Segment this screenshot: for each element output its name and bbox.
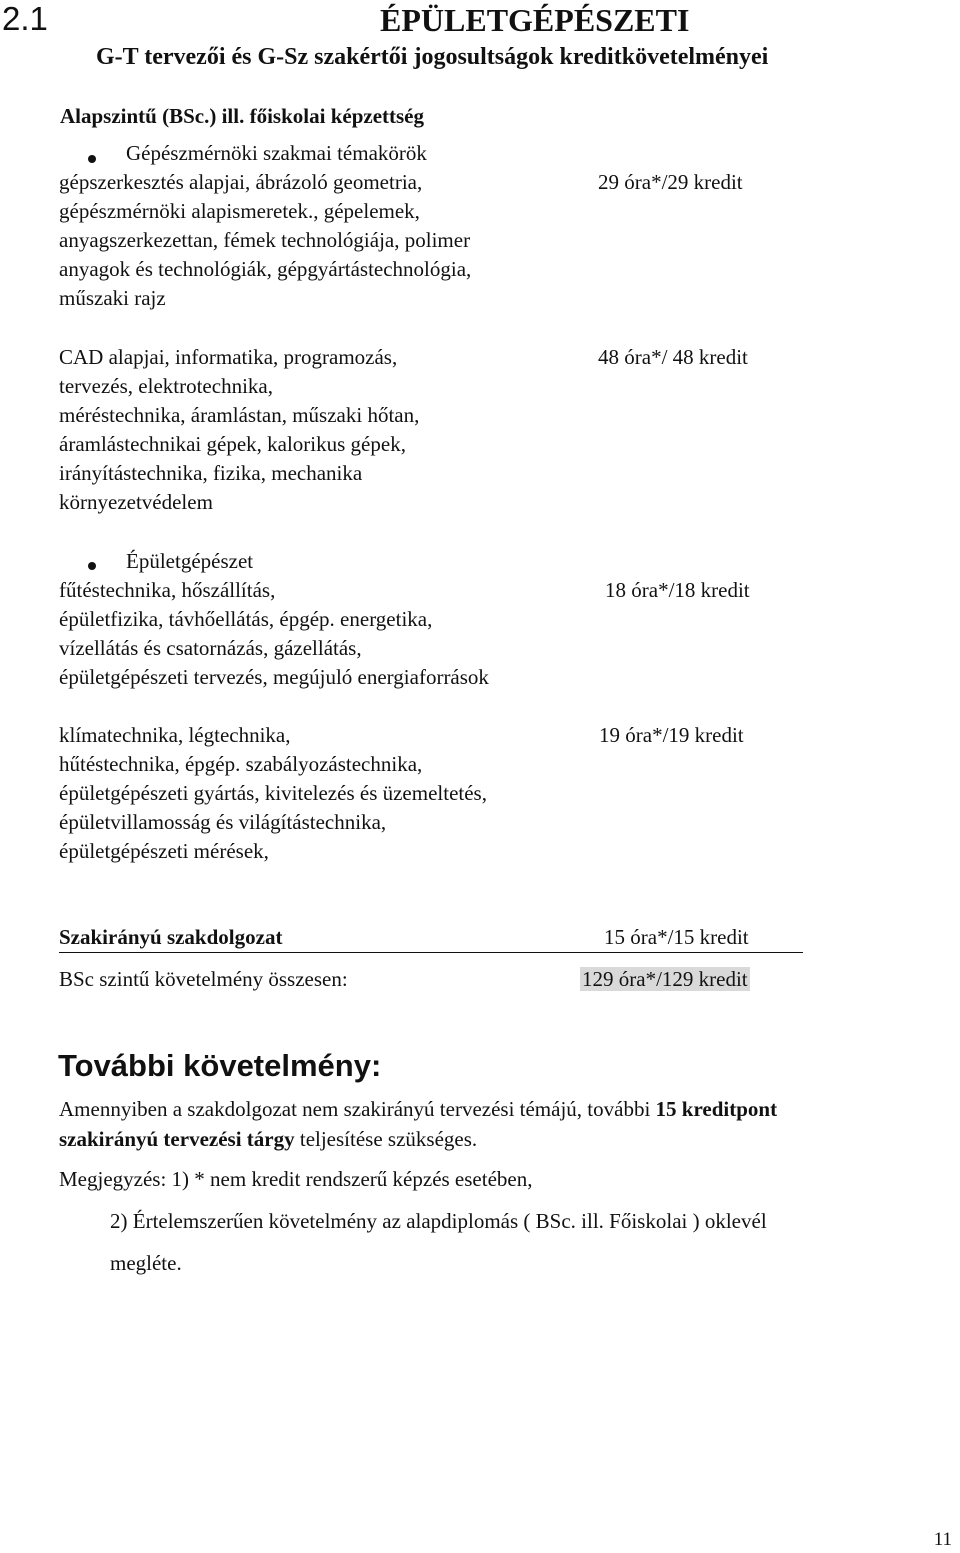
group-title-mechanical: Gépészmérnöki szakmai témakörök	[126, 141, 427, 165]
note-line-1: Megjegyzés: 1) * nem kredit rendszerű képzés esetében,	[59, 1167, 533, 1191]
further-text: teljesítése szükséges.	[294, 1127, 478, 1151]
further-paragraph	[59, 1094, 777, 1154]
note-line-2: 2) Értelemszerűen követelmény az alapdiplomás ( BSc. ill. Főiskolai ) oklevél	[110, 1209, 767, 1233]
block-line: CAD alapjai, informatika, programozás,	[59, 345, 398, 369]
total-label: BSc szintű követelmény összesen:	[59, 967, 348, 991]
further-bold: 15 kreditpont	[655, 1097, 778, 1121]
block-line: hűtéstechnika, épgép. szabályozástechnika,	[59, 752, 423, 776]
further-bold: szakirányú tervezési tárgy	[59, 1127, 295, 1151]
further-text: Amennyiben a szakdolgozat nem szakirányú tervezési témájú, további	[59, 1097, 656, 1121]
total-credit-value: 129 óra*/129 kredit	[582, 967, 748, 991]
block-line: épületgépészeti gyártás, kivitelezés és üzemeltetés,	[59, 781, 487, 805]
section-number: 2.1	[2, 0, 48, 37]
block-line: anyagszerkezettan, fémek technológiája, polimer	[59, 228, 471, 252]
thesis-credit: 15 óra*/15 kredit	[604, 925, 749, 949]
block-line: épületgépészeti mérések,	[59, 839, 269, 863]
level-heading: Alapszintű (BSc.) ill. főiskolai képzettség	[60, 104, 425, 128]
further-line-1	[59, 1094, 777, 1124]
page-subtitle: G-T tervezői és G-Sz szakértői jogosultságok kreditkövetelményei	[96, 44, 769, 70]
block-line: épületgépészeti tervezés, megújuló energiaforrások	[59, 665, 489, 689]
bullet-icon	[88, 562, 96, 570]
block-line: épületfizika, távhőellátás, épgép. energetika,	[59, 607, 433, 631]
block-line: környezetvédelem	[59, 490, 213, 514]
block-cad-informatics	[59, 343, 419, 517]
block-line: méréstechnika, áramlástan, műszaki hőtan,	[59, 403, 420, 427]
block-line: klímatechnika, légtechnika,	[59, 723, 291, 747]
credit-value: 18 óra*/18 kredit	[605, 578, 750, 602]
block-heating	[59, 576, 489, 692]
thesis-row	[59, 925, 803, 953]
further-line-2	[59, 1124, 777, 1154]
credit-value: 29 óra*/29 kredit	[598, 170, 743, 194]
further-heading: További követelmény:	[58, 1048, 382, 1083]
credit-value: 19 óra*/19 kredit	[599, 723, 744, 747]
block-line: anyagok és technológiák, gépgyártástechnológia,	[59, 257, 472, 281]
block-line: tervezés, elektrotechnika,	[59, 374, 273, 398]
section-title: ÉPÜLETGÉPÉSZETI	[380, 2, 690, 38]
block-line: vízellátás és csatornázás, gázellátás,	[59, 636, 362, 660]
credit-value: 48 óra*/ 48 kredit	[598, 345, 748, 369]
block-mechanical-basics	[59, 168, 471, 313]
block-line: irányítástechnika, fizika, mechanika	[59, 461, 363, 485]
thesis-label: Szakirányú szakdolgozat	[59, 925, 283, 949]
block-line: épületvillamosság és világítástechnika,	[59, 810, 387, 834]
page-number: 11	[933, 1529, 952, 1550]
block-line: műszaki rajz	[59, 286, 166, 310]
block-hvac	[59, 721, 487, 866]
group-title-building: Épületgépészet	[126, 549, 254, 573]
note-line-3: megléte.	[110, 1251, 182, 1275]
block-line: áramlástechnikai gépek, kalorikus gépek,	[59, 432, 406, 456]
total-credit	[580, 967, 750, 992]
block-line: gépészmérnöki alapismeretek., gépelemek,	[59, 199, 420, 223]
bullet-icon	[88, 155, 96, 163]
block-line: fűtéstechnika, hőszállítás,	[59, 578, 276, 602]
block-line: gépszerkesztés alapjai, ábrázoló geometria,	[59, 170, 423, 194]
